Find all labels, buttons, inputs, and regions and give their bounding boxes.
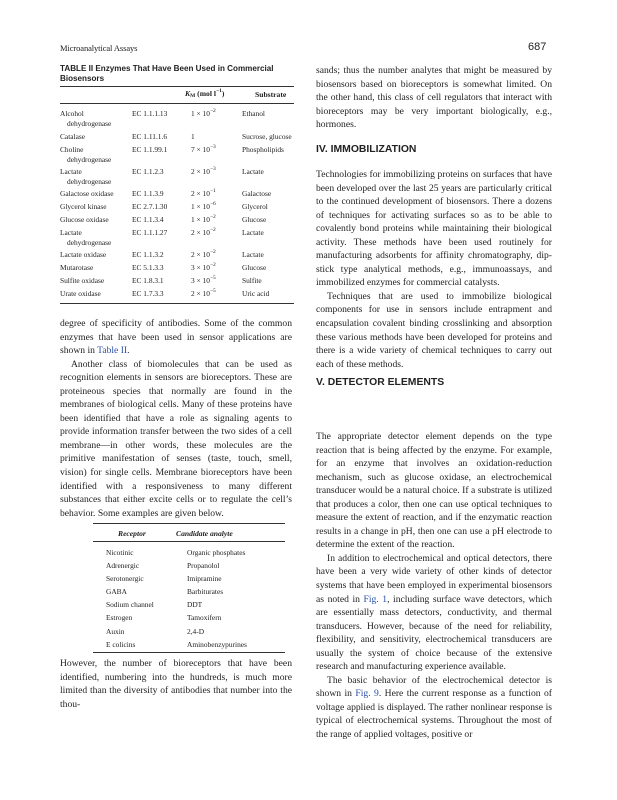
ec-cell: EC 5.1.3.3 (132, 263, 164, 272)
table2-header-rule (60, 103, 294, 104)
enzyme-cell: Choline (60, 145, 84, 154)
enzyme-cell: Glucose oxidase (60, 215, 109, 224)
ec-cell: EC 1.7.3.3 (132, 289, 164, 298)
paragraph: The appropriate detector element depends on the type reaction that is being affected by the enzyme. For example, for an enzyme that involves an oxidation-reduction mechanism, such as glucose oxidase, an electrochemical transducer would be a natural choice. If a substrate is utilized that produces a color, then one can use optical techniques to measure the extent of reaction, and if the enzymatic reaction results in a change in pH, then one can use a pH electrode to determine the extent of the reaction. (316, 431, 552, 551)
fig1-link[interactable]: Fig. 1 (363, 593, 388, 605)
paragraph: However, the number of bioreceptors that have been identified, numbering into the hundreds, is much more limited than the diversity of antibodies that number into the thou- (60, 658, 292, 710)
ec-cell: EC 1.1.1.13 (132, 109, 168, 118)
ec-cell: EC 1.1.1.27 (132, 228, 168, 237)
table-row: GABA (106, 587, 127, 597)
table-row: Aminobenzypurines (187, 639, 247, 649)
ec-cell: EC 1.1.2.3 (132, 167, 164, 176)
substrate-cell: Sucrose, glucose (242, 132, 292, 141)
km-cell: $3 \times 10^{-5}$ (191, 275, 216, 285)
table3-header-rule (93, 541, 285, 542)
km-cell: $1 \times 10^{-6}$ (191, 201, 216, 211)
ec-cell: EC 1.1.99.1 (132, 145, 168, 154)
table-row: Nicotinic (106, 548, 134, 557)
table3-top-rule (93, 523, 285, 524)
km-cell: 1 (191, 132, 195, 141)
paragraph: degree of specificity of antibodies. Some of the common enzymes that have been used in sensor applications are shown in Table II. (60, 318, 292, 357)
paragraph: Techniques that are used to immobilize biological components for use in sensors include entrapment and encapsulation covalent binding crosslinking and absorption these various methods have been developed for proteins and there is a wide variety of chemical techniques to carry out each of these methods. (316, 290, 552, 370)
ec-cell: EC 1.1.3.4 (132, 215, 164, 224)
substrate-cell: Lactate (242, 228, 264, 237)
enzyme-cell: Catalase (60, 132, 86, 141)
enzyme-cell-cont: dehydrogenase (67, 119, 112, 128)
km-cell: $1 \times 10^{-2}$ (191, 108, 216, 118)
table3-col-receptor: Receptor (118, 529, 146, 538)
enzyme-cell: Alcohol (60, 109, 84, 118)
table-row: Tamoxifern (187, 613, 222, 623)
km-cell: $2 \times 10^{-2}$ (191, 227, 216, 237)
substrate-cell: Galactose (242, 189, 272, 198)
table-row: Auxin (106, 626, 125, 636)
table-row: Sodium channel (106, 600, 154, 610)
enzyme-cell-cont: dehydrogenase (67, 177, 112, 186)
section-heading-immobilization: IV. IMMOBILIZATION (316, 144, 417, 155)
substrate-cell: Glucose (242, 215, 267, 224)
left-column-upper (60, 317, 292, 520)
paragraph: In addition to electrochemical and optical detectors, there have been a very wide variety of other kinds of detector systems that have been employed in experimental biosensors as noted in Fig. 1, including surface wave detectors, which are essentially mass detectors, conductivity, and thermal transducers. However, because of the need for reliability, flexibility, and sensitivity, electrochemical transducers are usually the system of choice because of the extensive research and manufacturing experience available. (316, 552, 552, 673)
paragraph: Another class of biomolecules that can be used as recognition elements in sensors are bioreceptors. These are proteineous species that normally are found in the membranes of biological cells. Many of these proteins have been identified that have a role as signaling agents to provide information transfer between the two sides of a cell membrane—in other words, these molecules are the primitive manifestation of senses (taste, touch, smell, vision) for single cells. Membrane bioreceptors have been identified with a responsiveness to many different substances that either excite cells or to regulate the cell’s behavior. Some examples are given below. (60, 358, 292, 519)
ec-cell: EC 1.1.3.9 (132, 189, 164, 198)
table3-analytes (187, 546, 247, 651)
table-row: Organic phosphates (187, 548, 246, 557)
substrate-cell: Sulfite (242, 276, 262, 285)
substrate-cell: Uric acid (242, 289, 270, 298)
ec-cell: EC 1.11.1.6 (132, 132, 168, 141)
km-cell: $2 \times 10^{-1}$ (191, 188, 216, 198)
table-row: Adrenergic (106, 561, 140, 571)
table-row: DDT (187, 600, 203, 610)
right-column-top (316, 64, 552, 132)
paragraph: The basic behavior of the electrochemical detector is shown in Fig. 9. Here the current response as a function of voltage applied is displayed. The rather nonlinear response is typical of electrochemical systems. Throughout the most of the range of applied voltages, positive or (316, 674, 552, 741)
km-cell: $2 \times 10^{-5}$ (191, 288, 216, 298)
enzyme-cell: Lactate oxidase (60, 250, 107, 259)
enzyme-cell: Urate oxidase (60, 289, 101, 298)
km-cell: $2 \times 10^{-2}$ (191, 249, 216, 259)
table-row: Imipramine (187, 574, 222, 584)
enzyme-cell-cont: dehydrogenase (67, 155, 112, 164)
enzyme-cell: Mutarotase (60, 263, 94, 272)
paragraph: sands; thus the number analytes that might be measured by biosensors based on bioreceptors is somewhat limited. On the other hand, this class of cell regulators that interact with bioreceptors may be very important biologically, e.g., hormones. (316, 65, 552, 131)
table-row: 2,4-D (187, 626, 205, 636)
table2-top-rule (60, 86, 294, 87)
enzyme-cell: Lactate (60, 228, 82, 237)
table2-caption: TABLE II Enzymes That Have Been Used in Commercial Biosensors (60, 64, 274, 83)
ec-cell: EC 1.1.3.2 (132, 250, 164, 259)
km-cell: $1 \times 10^{-2}$ (191, 214, 216, 224)
right-column-detectors (316, 430, 552, 742)
substrate-cell: Lactate (242, 250, 264, 259)
fig9-link[interactable]: Fig. 9 (355, 688, 379, 700)
table3-bottom-rule (93, 652, 285, 653)
table2-link[interactable]: Table II (97, 345, 128, 357)
enzyme-cell: Sulfite oxidase (60, 276, 105, 285)
left-column-lower (60, 657, 292, 711)
substrate-cell: Phospholipids (242, 145, 284, 154)
substrate-cell: Lactate (242, 167, 264, 176)
table-row: Barbiturates (187, 587, 224, 597)
table3-col-analyte: Candidate analyte (176, 529, 233, 538)
km-cell: $2 \times 10^{-3}$ (191, 166, 216, 176)
enzyme-cell: Galactose oxidase (60, 189, 114, 198)
table-row: Serotonergic (106, 574, 144, 584)
substrate-cell: Glucose (242, 263, 267, 272)
enzyme-cell: Lactate (60, 167, 82, 176)
table-row: Estrogen (106, 613, 133, 623)
table2-col-substrate: Substrate (255, 90, 287, 99)
substrate-cell: Glycerol (242, 202, 268, 211)
section-heading-detector-elements: V. DETECTOR ELEMENTS (316, 377, 445, 388)
table3-receptors (106, 546, 154, 651)
substrate-cell: Ethanol (242, 109, 265, 118)
page-number: 687 (528, 41, 547, 53)
ec-cell: EC 2.7.1.30 (132, 202, 168, 211)
km-cell: $3 \times 10^{-2}$ (191, 262, 216, 272)
enzyme-cell-cont: dehydrogenase (67, 238, 112, 247)
ec-cell: EC 1.8.3.1 (132, 276, 164, 285)
table-row: Propanolol (187, 561, 220, 571)
km-cell: $7 \times 10^{-3}$ (191, 144, 216, 154)
running-title: Microanalytical Assays (60, 43, 138, 53)
right-column-immobilization (316, 168, 552, 371)
enzyme-cell: Glycerol kinase (60, 202, 107, 211)
table2-col-km: $K_M$ (mol $l^{-1}$) (185, 88, 225, 99)
table2-bottom-rule (60, 303, 294, 304)
paragraph: Technologies for immobilizing proteins on surfaces that have been developed over the last 25 years are particularly critical to the continued development of biosensors. There a dozens of techniques for activating surfaces so as to be able to covalently bond proteins while maintaining their biological activity. These methods have been used routinely for manufacturing adsorbents for affinity chromatography, dip-stick type analytical methods, e.g., immunoassays, and immobilized enzymes for commercial catalysts. (316, 169, 552, 289)
table-row: E colicins (106, 639, 136, 649)
